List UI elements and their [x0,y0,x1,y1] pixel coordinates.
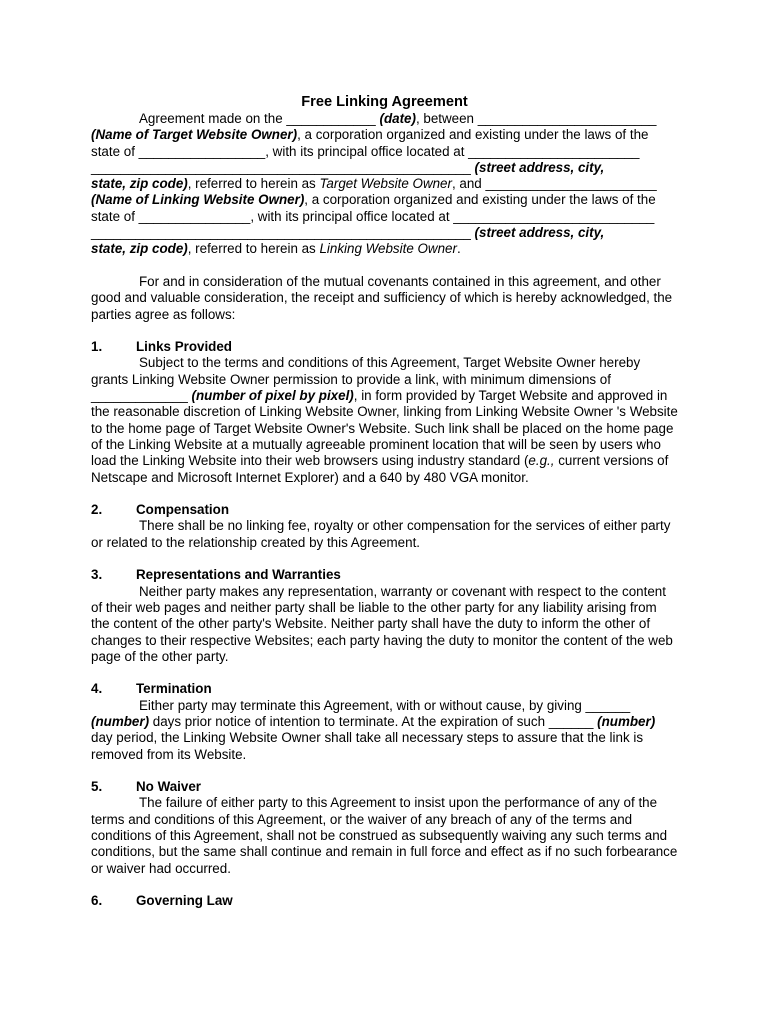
preamble-text: , a corporation organized and existing under the laws of the [304,192,656,208]
section-body: Neither party makes any representation, warranty or covenant with respect to the content of their web pages and neither party shall be liable to the other party for any liability arising from the content of the other party's Website. Neither party shall have the duty to inform the other of changes to their respective Websites; each party having the duty to monitor the content of the web page of the other party. [91,583,673,664]
section-number: 1. [91,339,103,355]
preamble-line-3: state of _________________, with its principal office located at _______________________ [91,143,640,159]
section-heading [91,567,678,583]
section-heading [91,681,678,697]
section-body: Subject to the terms and conditions of this Agreement, Target Website Owner hereby grants Linking Website Owner permission to provide a link, with minimum dimensions of _____________ (number of pixel by pixel), in form provided by Target Website and approved in the reasonable discretion of Linking Website Owner, linking from Linking Website Owner 's Website to the home page of Target Website Owner's Website. Such link shall be placed on the home page of the Linking Website at a mutually agreeable prominent location that will be seen by users who load the Linking Website into their web browsers using industry standard (e.g., current versions of Netscape and Microsoft Internet Explorer) and a 640 by 480 VGA monitor. [91,355,678,485]
preamble-line-4 [91,160,678,176]
section-number: 4. [91,681,103,697]
preamble-line-7: state of _______________, with its principal office located at ___________________________ [91,208,655,224]
number-label: (number) [91,713,150,729]
section-governing-law [91,893,678,909]
preamble-text: , referred to herein as [187,241,320,257]
preamble-text: , a corporation organized and existing under the laws of the [297,127,649,143]
preamble-line-9 [91,241,678,257]
section-number: 6. [91,893,103,909]
section-title: Links Provided [136,339,232,355]
preamble-line-1 [91,111,678,127]
pixel-dimension-label: (number of pixel by pixel) [191,388,354,404]
address-label: (street address, city, [474,159,605,175]
preamble-line-2 [91,127,678,143]
preamble-text: , and _______________________ [451,176,657,192]
address-blank: ___________________________________________________ [91,225,475,241]
preamble-text: , between ________________________ [415,111,657,126]
section-title: Governing Law [136,893,233,909]
defined-term: Linking Website Owner [319,241,457,257]
section-compensation [91,502,678,551]
address-label: (street address, city, [474,225,605,241]
address-blank: ___________________________________________________ [91,159,475,175]
document-title: Free Linking Agreement [301,94,468,110]
preamble-line-8 [91,225,678,241]
address-label: state, zip code) [91,176,188,192]
section-number: 5. [91,779,103,795]
preamble [91,111,678,258]
section-heading [91,502,678,518]
section-number: 3. [91,567,103,583]
section-heading [91,339,678,355]
defined-term: Target Website Owner [319,176,452,192]
section-body: There shall be no linking fee, royalty or other compensation for the services of either party or related to the relationship created by this Agreement. [91,518,671,550]
section-no-waiver [91,779,678,877]
preamble-text: Agreement made on the ____________ [139,111,380,126]
linking-owner-label: (Name of Linking Website Owner) [91,192,305,208]
preamble-text: . [456,241,461,257]
section-title: Compensation [136,502,229,518]
section-body: Either party may terminate this Agreement, with or without cause, by giving ______ (number) days prior notice of intention to terminate. At the expiration of such ______ (number) day period, the Linking Website Owner shall take all necessary steps to assure that the link is removed from its Website. [91,697,656,762]
section-links-provided [91,339,678,486]
section-representations [91,567,678,665]
section-termination [91,681,678,762]
section-number: 2. [91,502,103,518]
preamble-text: , referred to herein as [187,176,320,192]
preamble-line-5 [91,176,678,192]
date-blank-label: (date) [379,111,416,126]
number-label: (number) [597,713,656,729]
address-label: state, zip code) [91,241,188,257]
section-title: No Waiver [136,779,201,795]
preamble-line-6 [91,192,678,208]
section-body: The failure of either party to this Agreement to insist upon the performance of any of the terms and conditions of this Agreement, or the waiver of any breach of any of the terms and conditions of this Agreement, shall not be construed as subsequently waiving any such terms and conditions, but the same shall continue and remain in full force and effect as if no such forbearance or waiver had occurred. [91,795,678,876]
section-title: Representations and Warranties [136,567,341,583]
target-owner-label: (Name of Target Website Owner) [91,127,298,143]
section-title: Termination [136,681,212,697]
consideration-paragraph: For and in consideration of the mutual covenants contained in this agreement, and other good and valuable consideration, the receipt and sufficiency of which is hereby acknowledged, the parties agree as follows: [91,273,673,322]
section-heading [91,779,678,795]
section-heading [91,893,678,909]
